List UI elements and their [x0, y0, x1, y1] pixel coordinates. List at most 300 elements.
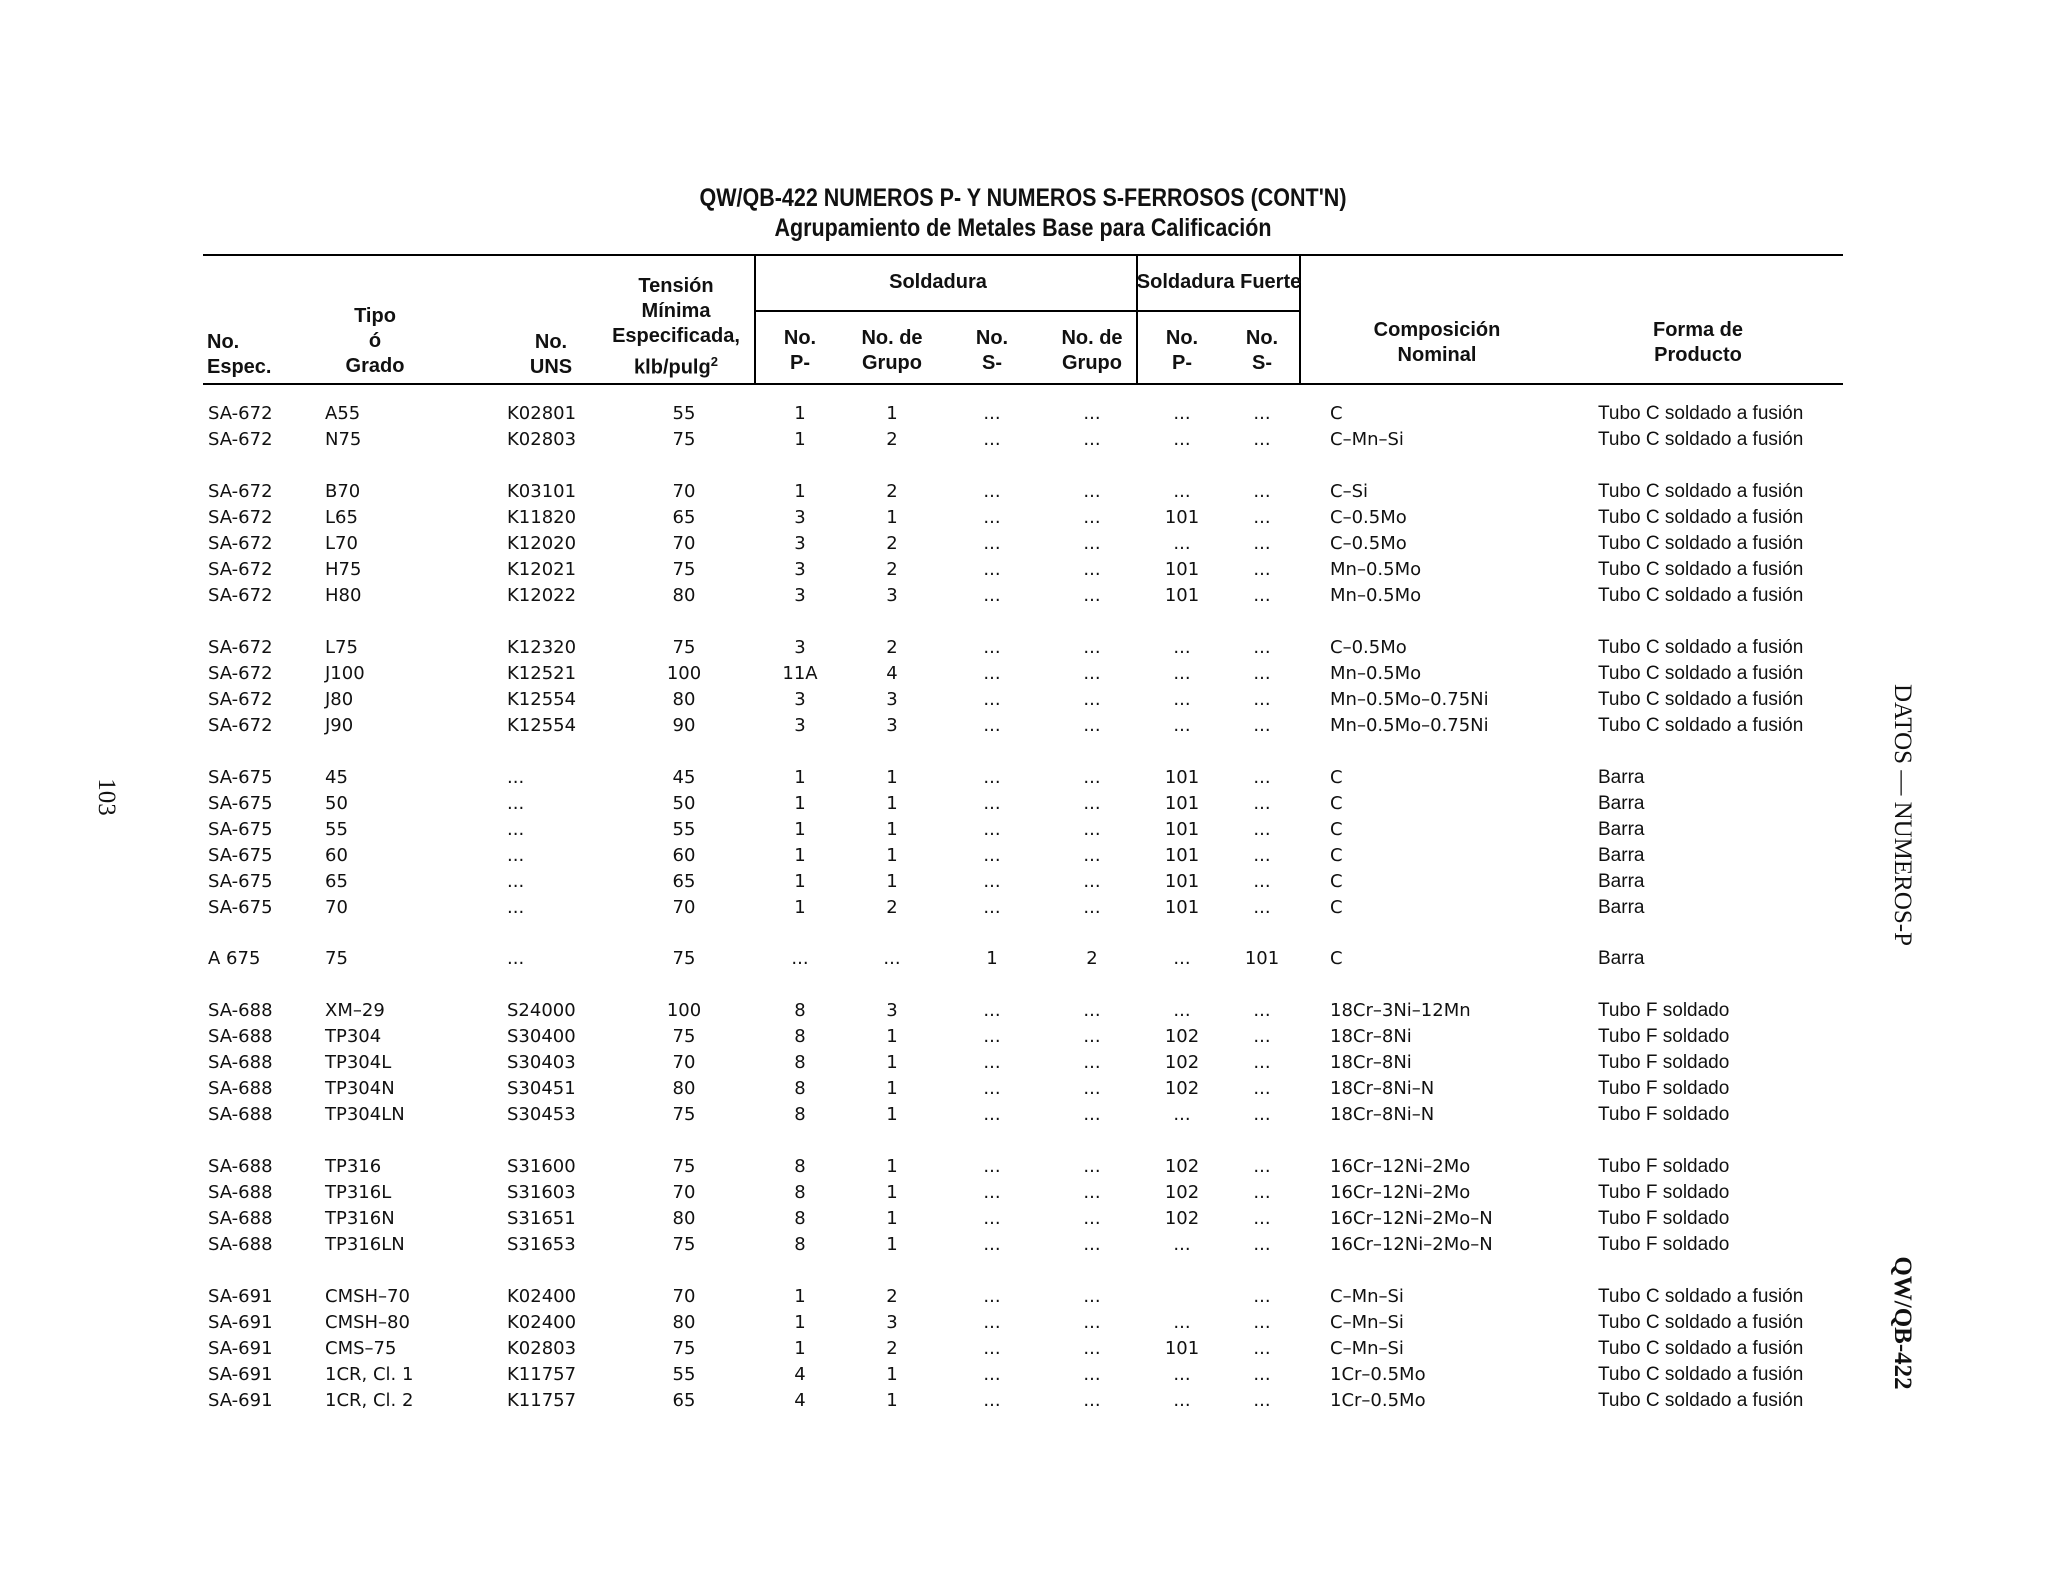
- cell-comp: Mn–0.5Mo: [1330, 559, 1422, 580]
- cell-pg: 2: [886, 897, 898, 918]
- cell-tensile: 70: [672, 481, 696, 502]
- cell-p: 8: [794, 1052, 806, 1073]
- cell-pg: 1: [886, 819, 898, 840]
- cell-form: Barra: [1598, 871, 1645, 892]
- cell-uns: S31600: [507, 1156, 576, 1177]
- cell-grade: XM–29: [325, 1000, 385, 1021]
- cell-bp: 101: [1164, 1338, 1200, 1359]
- cell-form: Tubo F soldado: [1598, 1052, 1730, 1073]
- cell-bp: 101: [1164, 793, 1200, 814]
- cell-form: Tubo C soldado a fusión: [1598, 1286, 1804, 1307]
- cell-spec: SA-672: [208, 429, 273, 450]
- cell-grade: 70: [325, 897, 348, 918]
- cell-bp: 102: [1164, 1078, 1200, 1099]
- table-row: [0, 1050, 2048, 1076]
- cell-grade: 55: [325, 819, 348, 840]
- cell-sg: ...: [1083, 559, 1101, 580]
- cell-bp: ...: [1173, 637, 1191, 658]
- cell-tensile: 55: [672, 403, 696, 424]
- cell-grade: H80: [325, 585, 362, 606]
- cell-spec: SA-672: [208, 715, 273, 736]
- cell-comp: C–Mn–Si: [1330, 429, 1404, 450]
- cell-comp: Mn–0.5Mo: [1330, 585, 1422, 606]
- cell-comp: C–Mn–Si: [1330, 1286, 1404, 1307]
- cell-tensile: 70: [672, 1286, 696, 1307]
- cell-p: 1: [794, 429, 806, 450]
- cell-s: ...: [983, 897, 1001, 918]
- cell-bs: ...: [1253, 1182, 1271, 1203]
- cell-bp: ...: [1173, 715, 1191, 736]
- cell-form: Tubo C soldado a fusión: [1598, 1390, 1804, 1411]
- cell-tensile: 75: [672, 429, 696, 450]
- cell-comp: 16Cr–12Ni–2Mo–N: [1330, 1208, 1493, 1229]
- cell-form: Tubo C soldado a fusión: [1598, 507, 1804, 528]
- cell-uns: S31603: [507, 1182, 576, 1203]
- cell-p: 1: [794, 1312, 806, 1333]
- cell-bs: ...: [1253, 637, 1271, 658]
- cell-p: 8: [794, 1208, 806, 1229]
- cell-pg: 1: [886, 1104, 898, 1125]
- cell-comp: C: [1330, 793, 1343, 814]
- cell-bs: ...: [1253, 1208, 1271, 1229]
- cell-spec: SA-675: [208, 845, 273, 866]
- cell-s: ...: [983, 1052, 1001, 1073]
- cell-grade: TP316LN: [325, 1234, 405, 1255]
- table-row: [0, 946, 2048, 972]
- cell-grade: B70: [325, 481, 361, 502]
- cell-tensile: 100: [666, 663, 702, 684]
- cell-bp: ...: [1173, 1234, 1191, 1255]
- cell-bs: ...: [1253, 507, 1271, 528]
- cell-bp: ...: [1173, 1364, 1191, 1385]
- cell-uns: S31651: [507, 1208, 576, 1229]
- cell-comp: C: [1330, 897, 1343, 918]
- cell-sg: ...: [1083, 1104, 1101, 1125]
- table-title: QW/QB-422 NUMEROS P- Y NUMEROS S-FERROSOS (CONT'N): [699, 184, 1347, 212]
- cell-grade: L65: [325, 507, 358, 528]
- cell-tensile: 90: [672, 715, 696, 736]
- cell-bs: ...: [1253, 1156, 1271, 1177]
- cell-s: ...: [983, 1234, 1001, 1255]
- cell-tensile: 55: [672, 1364, 696, 1385]
- cell-uns: K02400: [507, 1286, 577, 1307]
- cell-grade: TP304LN: [325, 1104, 405, 1125]
- cell-spec: SA-688: [208, 1234, 273, 1255]
- cell-comp: C–0.5Mo: [1330, 507, 1407, 528]
- cell-spec: SA-691: [208, 1286, 273, 1307]
- cell-grade: 50: [325, 793, 348, 814]
- cell-p: 1: [794, 403, 806, 424]
- cell-pg: 1: [886, 1364, 898, 1385]
- cell-form: Tubo C soldado a fusión: [1598, 689, 1804, 710]
- cell-bp: ...: [1173, 1390, 1191, 1411]
- cell-comp: 18Cr–8Ni: [1330, 1026, 1412, 1047]
- table-row: [0, 557, 2048, 583]
- cell-s: 1: [986, 948, 998, 969]
- cell-p: 3: [794, 715, 806, 736]
- table-row: [0, 1336, 2048, 1362]
- cell-sg: ...: [1083, 1000, 1101, 1021]
- cell-bs: ...: [1253, 793, 1271, 814]
- cell-s: ...: [983, 429, 1001, 450]
- cell-tensile: 65: [672, 1390, 696, 1411]
- cell-s: ...: [983, 663, 1001, 684]
- cell-spec: SA-688: [208, 1026, 273, 1047]
- cell-p: 1: [794, 1338, 806, 1359]
- cell-bp: 102: [1164, 1052, 1200, 1073]
- table-row: [0, 661, 2048, 687]
- cell-bp: 101: [1164, 819, 1200, 840]
- cell-spec: SA-688: [208, 1104, 273, 1125]
- table-row: [0, 1206, 2048, 1232]
- cell-sg: ...: [1083, 689, 1101, 710]
- cell-uns: S31653: [507, 1234, 576, 1255]
- cell-pg: 1: [886, 507, 898, 528]
- cell-pg: 1: [886, 1156, 898, 1177]
- cell-bs: ...: [1253, 559, 1271, 580]
- cell-form: Tubo C soldado a fusión: [1598, 663, 1804, 684]
- header-brazing-s-no: No. S-: [1245, 327, 1279, 374]
- cell-uns: K02803: [507, 1338, 577, 1359]
- cell-spec: SA-675: [208, 793, 273, 814]
- table-row: [0, 505, 2048, 531]
- cell-grade: CMSH–80: [325, 1312, 410, 1333]
- cell-s: ...: [983, 533, 1001, 554]
- cell-p: 3: [794, 637, 806, 658]
- cell-uns: ...: [507, 948, 525, 969]
- cell-uns: K12021: [507, 559, 577, 580]
- cell-grade: TP304N: [325, 1078, 395, 1099]
- cell-pg: ...: [883, 948, 901, 969]
- table-row: [0, 531, 2048, 557]
- cell-spec: SA-675: [208, 767, 273, 788]
- cell-comp: C: [1330, 819, 1343, 840]
- cell-form: Barra: [1598, 793, 1645, 814]
- cell-comp: C–0.5Mo: [1330, 533, 1407, 554]
- cell-form: Tubo F soldado: [1598, 1182, 1730, 1203]
- cell-s: ...: [983, 403, 1001, 424]
- cell-sg: ...: [1083, 481, 1101, 502]
- cell-spec: SA-688: [208, 1156, 273, 1177]
- cell-grade: 1CR, Cl. 2: [325, 1390, 414, 1411]
- table-row: [0, 998, 2048, 1024]
- cell-sg: ...: [1083, 1052, 1101, 1073]
- table-row: [0, 427, 2048, 453]
- cell-s: ...: [983, 1104, 1001, 1125]
- cell-pg: 2: [886, 1338, 898, 1359]
- table-row: [0, 1310, 2048, 1336]
- cell-pg: 1: [886, 1078, 898, 1099]
- cell-s: ...: [983, 1078, 1001, 1099]
- cell-p: 3: [794, 559, 806, 580]
- cell-s: ...: [983, 507, 1001, 528]
- cell-comp: C–Mn–Si: [1330, 1338, 1404, 1359]
- cell-tensile: 75: [672, 559, 696, 580]
- header-s-group: No. de Grupo: [1061, 327, 1123, 374]
- cell-comp: 1Cr–0.5Mo: [1330, 1390, 1426, 1411]
- table-subtitle: Agrupamiento de Metales Base para Calificación: [774, 214, 1272, 242]
- cell-bp: 101: [1164, 897, 1200, 918]
- cell-pg: 1: [886, 767, 898, 788]
- cell-sg: ...: [1083, 871, 1101, 892]
- cell-spec: SA-675: [208, 897, 273, 918]
- cell-form: Tubo F soldado: [1598, 1156, 1730, 1177]
- cell-uns: ...: [507, 845, 525, 866]
- cell-pg: 4: [886, 663, 898, 684]
- cell-tensile: 45: [672, 767, 696, 788]
- header-welding-group: Soldadura: [889, 271, 987, 293]
- cell-bs: ...: [1253, 663, 1271, 684]
- cell-uns: ...: [507, 897, 525, 918]
- cell-spec: SA-672: [208, 559, 273, 580]
- cell-uns: K02803: [507, 429, 577, 450]
- cell-p: ...: [791, 948, 809, 969]
- cell-pg: 3: [886, 689, 898, 710]
- cell-uns: K12320: [507, 637, 577, 658]
- cell-sg: ...: [1083, 429, 1101, 450]
- cell-bp: ...: [1173, 948, 1191, 969]
- header-brazing-group: Soldadura Fuerte: [1136, 271, 1302, 293]
- cell-grade: TP316: [325, 1156, 382, 1177]
- cell-p: 1: [794, 871, 806, 892]
- cell-s: ...: [983, 1312, 1001, 1333]
- cell-tensile: 70: [672, 1182, 696, 1203]
- cell-sg: ...: [1083, 767, 1101, 788]
- cell-uns: K11757: [507, 1390, 577, 1411]
- cell-sg: ...: [1083, 897, 1101, 918]
- cell-form: Tubo F soldado: [1598, 1078, 1730, 1099]
- cell-tensile: 55: [672, 819, 696, 840]
- header-composition: Composición Nominal: [1373, 319, 1501, 366]
- cell-p: 1: [794, 1286, 806, 1307]
- cell-tensile: 80: [672, 1078, 696, 1099]
- cell-sg: ...: [1083, 1182, 1101, 1203]
- cell-grade: N75: [325, 429, 362, 450]
- cell-s: ...: [983, 793, 1001, 814]
- cell-p: 8: [794, 1104, 806, 1125]
- cell-s: ...: [983, 1000, 1001, 1021]
- cell-spec: SA-672: [208, 507, 273, 528]
- cell-sg: ...: [1083, 845, 1101, 866]
- table-row: [0, 843, 2048, 869]
- cell-pg: 3: [886, 715, 898, 736]
- cell-spec: SA-688: [208, 1000, 273, 1021]
- cell-bs: ...: [1253, 1000, 1271, 1021]
- cell-comp: 18Cr–8Ni–N: [1330, 1078, 1435, 1099]
- cell-bp: 101: [1164, 507, 1200, 528]
- cell-uns: S30451: [507, 1078, 576, 1099]
- cell-p: 11A: [782, 663, 818, 684]
- cell-bs: ...: [1253, 1312, 1271, 1333]
- table-row: [0, 1388, 2048, 1414]
- cell-bs: ...: [1253, 403, 1271, 424]
- cell-s: ...: [983, 1286, 1001, 1307]
- side-label-table-id: QW/QB-422: [1889, 1256, 1916, 1390]
- cell-p: 8: [794, 1078, 806, 1099]
- cell-grade: TP304L: [325, 1052, 392, 1073]
- cell-bp: ...: [1173, 1312, 1191, 1333]
- cell-comp: Mn–0.5Mo: [1330, 663, 1422, 684]
- cell-bs: ...: [1253, 845, 1271, 866]
- cell-grade: TP316L: [325, 1182, 392, 1203]
- cell-sg: ...: [1083, 1026, 1101, 1047]
- cell-bp: 102: [1164, 1156, 1200, 1177]
- cell-bp: ...: [1173, 1000, 1191, 1021]
- cell-grade: A55: [325, 403, 361, 424]
- cell-s: ...: [983, 689, 1001, 710]
- cell-sg: ...: [1083, 533, 1101, 554]
- cell-bs: ...: [1253, 585, 1271, 606]
- table-row: [0, 1180, 2048, 1206]
- cell-tensile: 75: [672, 948, 696, 969]
- cell-tensile: 65: [672, 507, 696, 528]
- cell-grade: 65: [325, 871, 348, 892]
- cell-comp: 16Cr–12Ni–2Mo–N: [1330, 1234, 1493, 1255]
- cell-uns: K02801: [507, 403, 577, 424]
- cell-p: 1: [794, 845, 806, 866]
- cell-bs: ...: [1253, 1338, 1271, 1359]
- cell-spec: SA-672: [208, 663, 273, 684]
- cell-form: Barra: [1598, 897, 1645, 918]
- cell-tensile: 80: [672, 1312, 696, 1333]
- cell-grade: CMS–75: [325, 1338, 397, 1359]
- cell-uns: K12554: [507, 715, 577, 736]
- table-row: [0, 895, 2048, 921]
- cell-bp: ...: [1173, 1104, 1191, 1125]
- cell-pg: 1: [886, 1052, 898, 1073]
- cell-s: ...: [983, 559, 1001, 580]
- cell-uns: K12521: [507, 663, 577, 684]
- cell-tensile: 80: [672, 1208, 696, 1229]
- cell-grade: J80: [325, 689, 354, 710]
- table-row: [0, 401, 2048, 427]
- cell-pg: 1: [886, 1026, 898, 1047]
- cell-bp: 102: [1164, 1182, 1200, 1203]
- cell-tensile: 75: [672, 1104, 696, 1125]
- cell-spec: SA-688: [208, 1078, 273, 1099]
- cell-grade: CMSH–70: [325, 1286, 410, 1307]
- cell-tensile: 75: [672, 637, 696, 658]
- cell-spec: SA-672: [208, 403, 273, 424]
- cell-tensile: 80: [672, 689, 696, 710]
- cell-tensile: 70: [672, 533, 696, 554]
- cell-s: ...: [983, 819, 1001, 840]
- cell-form: Tubo C soldado a fusión: [1598, 403, 1804, 424]
- cell-comp: C–0.5Mo: [1330, 637, 1407, 658]
- cell-p: 8: [794, 1182, 806, 1203]
- cell-comp: C–Mn–Si: [1330, 1312, 1404, 1333]
- cell-pg: 1: [886, 1182, 898, 1203]
- cell-pg: 1: [886, 403, 898, 424]
- header-brazing-p-no: No. P-: [1165, 327, 1199, 374]
- cell-bs: 101: [1244, 948, 1280, 969]
- cell-uns: K11820: [507, 507, 577, 528]
- cell-p: 4: [794, 1390, 806, 1411]
- cell-p: 4: [794, 1364, 806, 1385]
- cell-comp: C: [1330, 403, 1343, 424]
- cell-comp: C: [1330, 871, 1343, 892]
- cell-tensile: 50: [672, 793, 696, 814]
- table-row: [0, 1076, 2048, 1102]
- cell-spec: A 675: [208, 948, 261, 969]
- cell-comp: Mn–0.5Mo–0.75Ni: [1330, 689, 1489, 710]
- cell-s: ...: [983, 637, 1001, 658]
- cell-pg: 2: [886, 559, 898, 580]
- cell-spec: SA-688: [208, 1208, 273, 1229]
- cell-bs: ...: [1253, 871, 1271, 892]
- cell-form: Tubo C soldado a fusión: [1598, 637, 1804, 658]
- cell-p: 8: [794, 1026, 806, 1047]
- cell-uns: S24000: [507, 1000, 576, 1021]
- cell-bs: ...: [1253, 767, 1271, 788]
- cell-sg: ...: [1083, 663, 1101, 684]
- table-row: [0, 1102, 2048, 1128]
- cell-sg: ...: [1083, 403, 1101, 424]
- cell-tensile: 75: [672, 1156, 696, 1177]
- cell-bs: ...: [1253, 1364, 1271, 1385]
- table-row: [0, 713, 2048, 739]
- cell-p: 1: [794, 481, 806, 502]
- cell-bs: ...: [1253, 1078, 1271, 1099]
- table-row: [0, 1232, 2048, 1258]
- header-s-no: No. S-: [975, 327, 1009, 374]
- page-number: 103: [93, 778, 120, 816]
- cell-p: 1: [794, 793, 806, 814]
- cell-sg: ...: [1083, 1312, 1101, 1333]
- cell-comp: 16Cr–12Ni–2Mo: [1330, 1156, 1471, 1177]
- cell-uns: K02400: [507, 1312, 577, 1333]
- cell-bs: ...: [1253, 715, 1271, 736]
- cell-comp: C–Si: [1330, 481, 1368, 502]
- cell-s: ...: [983, 1156, 1001, 1177]
- cell-bp: 102: [1164, 1208, 1200, 1229]
- cell-form: Tubo F soldado: [1598, 1000, 1730, 1021]
- cell-sg: ...: [1083, 637, 1101, 658]
- cell-pg: 1: [886, 1234, 898, 1255]
- cell-form: Tubo C soldado a fusión: [1598, 585, 1804, 606]
- cell-pg: 2: [886, 429, 898, 450]
- cell-tensile: 75: [672, 1338, 696, 1359]
- cell-form: Tubo C soldado a fusión: [1598, 429, 1804, 450]
- cell-comp: 18Cr–3Ni–12Mn: [1330, 1000, 1471, 1021]
- cell-tensile: 75: [672, 1234, 696, 1255]
- cell-form: Barra: [1598, 845, 1645, 866]
- cell-bp: ...: [1173, 481, 1191, 502]
- cell-p: 3: [794, 507, 806, 528]
- cell-spec: SA-691: [208, 1338, 273, 1359]
- cell-pg: 1: [886, 793, 898, 814]
- cell-sg: 2: [1086, 948, 1098, 969]
- cell-sg: ...: [1083, 1364, 1101, 1385]
- cell-uns: S30403: [507, 1052, 576, 1073]
- cell-grade: J100: [325, 663, 365, 684]
- cell-bp: 102: [1164, 1026, 1200, 1047]
- cell-bp: 101: [1164, 585, 1200, 606]
- cell-s: ...: [983, 871, 1001, 892]
- cell-bs: ...: [1253, 481, 1271, 502]
- cell-form: Barra: [1598, 767, 1645, 788]
- header-spec: No. Espec.: [207, 331, 272, 378]
- cell-p: 3: [794, 689, 806, 710]
- table-row: [0, 479, 2048, 505]
- cell-sg: ...: [1083, 1286, 1101, 1307]
- cell-grade: L75: [325, 637, 358, 658]
- cell-uns: K03101: [507, 481, 577, 502]
- cell-bp: ...: [1173, 663, 1191, 684]
- cell-p: 8: [794, 1000, 806, 1021]
- cell-spec: SA-688: [208, 1052, 273, 1073]
- cell-sg: ...: [1083, 1156, 1101, 1177]
